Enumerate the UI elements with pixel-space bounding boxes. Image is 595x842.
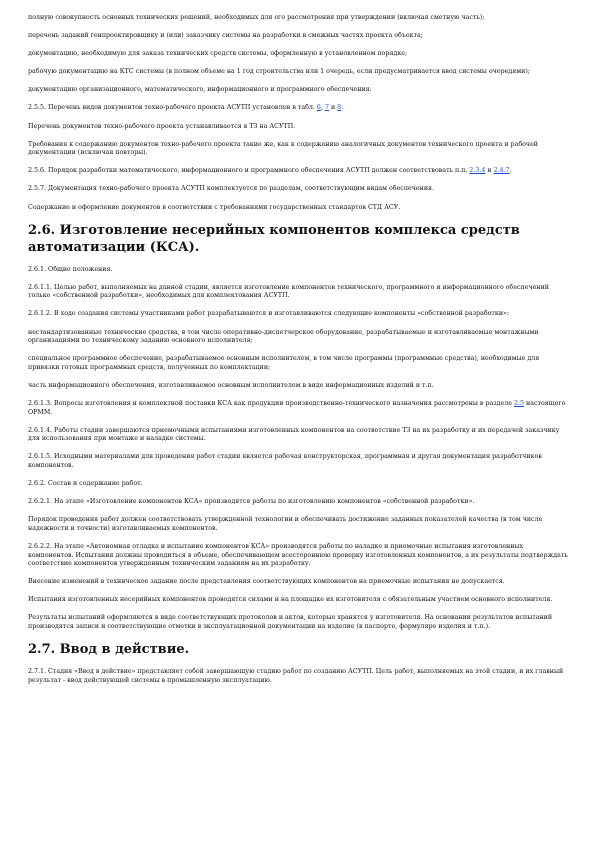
paragraph: документацию, необходимую для заказа технических средств системы, оформленную в установленном порядке; — [28, 50, 408, 58]
paragraph-text: . — [509, 167, 512, 175]
separator: , — [320, 104, 325, 112]
paragraph-text: 2.5.6. Порядок разработки математического, информационного и программного обеспечения АСУТП должен соответствовать п.п. — [28, 167, 470, 175]
table-6-link[interactable]: 6 — [316, 104, 321, 112]
separator: и — [328, 104, 338, 112]
paragraph: перечень заданий генпроектировщику и (или) заказчику системы на разработки в смежных частях проекта объекта; — [28, 32, 423, 40]
paragraph-2-5-5 — [28, 104, 568, 113]
paragraph: 2.6.1. Общие положения. — [28, 265, 113, 273]
paragraph: Результаты испытаний оформляются в виде соответствующих протоколов и актов, которые хранятся у изготовителя. На основании результатов испытаний производятся записи и соответствующие отметки в эксплуатационной документации на изделие (в паспорте, формуляре изделия и т.п.). — [28, 614, 553, 630]
separator: и — [485, 167, 494, 175]
paragraph: Внесение изменений в техническое задание после представления соответствующих компонентов на приемочные испытания не допускается. — [28, 578, 505, 586]
document-page — [28, 14, 568, 695]
paragraph-2-6-1-3 — [28, 400, 568, 417]
paragraph: нестандартизованные технические средства, в том числе оперативно-диспетчерское оборудование, разрабатываемые и изготавливаемые монтажными организациями по техническому заданию основного исполнителя; — [28, 328, 539, 345]
paragraph: полную совокупность основных технических решений, необходимых для его рассмотрения при утверждении (включая сметную часть); — [28, 14, 485, 21]
table-8-link[interactable]: 8 — [337, 104, 342, 112]
paragraph: часть информационного обеспечения, изготавливаемое основным исполнителем в виде информационных изделий и т.п. — [28, 381, 434, 389]
paragraph: Испытания изготовленных несерийных компонентов проводятся силами и на площадке их изготовителя с обязательным участием основного исполнителя. — [28, 596, 553, 604]
paragraph: 2.6.1.5. Исходными материалами для проведения работ стадии является рабочая конструкторская, программная и другая документация разработчиков компонентов. — [28, 453, 542, 469]
section-2-4-7-link[interactable]: 2.4.7 — [493, 167, 510, 175]
paragraph-2-5-6 — [28, 167, 568, 176]
paragraph: Требования к содержанию документов техно-рабочего проекта такие же, как к содержанию аналогичных документов технического проекта и рабочей документации (исключая повторы). — [28, 140, 539, 157]
paragraph: 2.6.2.2. На этапе «Автономная отладка и испытание компонентов КСА» производятся работы по наладке и приемочные испытания изготовленных компонентов. Испытания должны проводиться в объеме, обеспечивающем всестороннюю проверку изготовленных компонентов, а их результаты подтверждать соответствие компонентов утвержденным техническим заданиям на их разработку. — [28, 542, 568, 568]
section-heading-2-6: 2.6. Изготовление несерийных компонентов комплекса средств автоматизации (КСА). — [28, 222, 520, 255]
paragraph: 2.5.7. Документация техно-рабочего проекта АСУТП комплектуется по разделам, соответствующим видам обеспечения. — [28, 185, 435, 193]
paragraph-text: 2.6.1.3. Вопросы изготовления и комплектной поставки КСА как продукции производственно-технического назначения рассмотрены в разделе — [28, 399, 515, 407]
paragraph: 2.6.2. Состав и содержание работ. — [28, 480, 143, 488]
paragraph: 2.6.1.2. В ходе создания системы участниками работ разрабатываются и изготавливаются следующие компоненты «собственной разработки»: — [28, 310, 510, 318]
paragraph: 2.6.2.1. На этапе «Изготовление компонентов КСА» производятся работы по изготовлению компонентов «собственной разработки». — [28, 498, 475, 506]
paragraph-text: . — [341, 104, 344, 112]
table-7-link[interactable]: 7 — [324, 104, 329, 112]
paragraph: 2.7.1. Стадия «Ввод в действие» представляет собой завершающую стадию работ по созданию АСУТП. Цель работ, выполняемых на этой стадии, и их главный результат - ввод действующей системы в промышленную эксплуатацию. — [28, 668, 564, 684]
paragraph: Содержание и оформление документов в соответствии с требованиями государственных стандартов СТД АСУ. — [28, 203, 401, 211]
paragraph-text: настоящего ОРММ. — [28, 399, 566, 416]
section-2-3-4-link[interactable]: 2.3.4 — [469, 167, 486, 175]
section-heading-2-7: 2.7. Ввод в действие. — [28, 642, 190, 658]
section-2-5-link[interactable]: 2.5 — [514, 399, 525, 407]
paragraph: документацию организационного, математического, информационного и программного обеспечения. — [28, 86, 372, 94]
paragraph-text: 2.5.5. Перечень видов документов техно-рабочего проекта АСУТП установлен в табл. — [28, 104, 317, 112]
paragraph: Перечень документов техно-рабочего проекта устанавливается в ТЗ на АСУТП. — [28, 122, 296, 130]
paragraph: специальное программное обеспечение, разрабатываемое основным исполнителем, в том числе программы (программные средства), необходимые для привязки готовых программных средств, полученных по комплектации; — [28, 355, 540, 371]
paragraph: Порядок проведения работ должен соответствовать утвержденной технологии и обеспечивать достижение заданных показателей качества (в том числе надежности и точности) изготавливаемых компонентов. — [28, 516, 543, 532]
paragraph: 2.6.1.1. Целью работ, выполняемых на данной стадии, является изготовление компонентов технического, программного и информационного обеспечений только «собственной разработки», необходимых для комплектования АСУТП. — [28, 283, 549, 300]
paragraph: рабочую документацию на КТС системы (в полном объеме на 1 год строительства или 1 очередь, если предусматривается ввод системы очередями); — [28, 68, 530, 76]
paragraph: 2.6.1.4. Работы стадии завершаются приемочными испытаниями изготовленных компонентов на соответствие ТЗ на их разработку и их передачей заказчику для использования при монтаже и наладке системы. — [28, 426, 560, 443]
